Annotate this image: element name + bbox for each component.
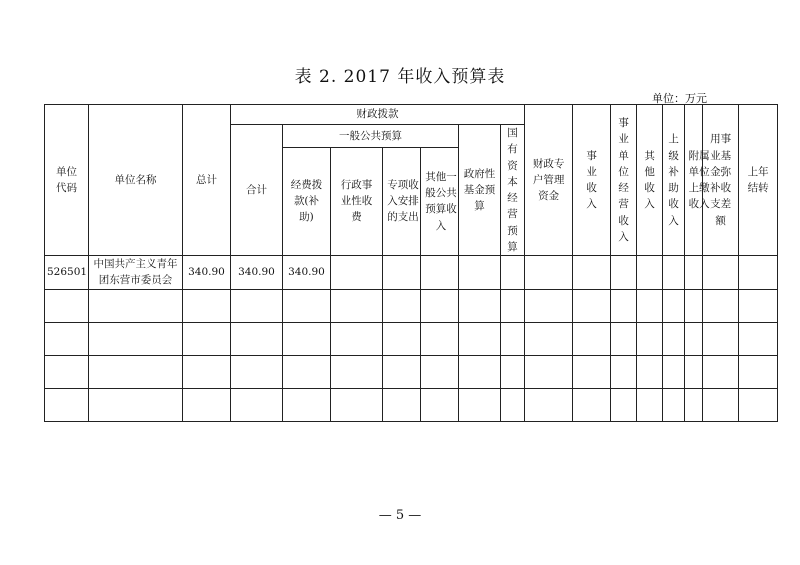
cell-empty xyxy=(331,256,383,290)
header-unit-name: 单位名称 xyxy=(89,105,183,256)
table-row xyxy=(45,256,778,290)
header-subtotal: 合计 xyxy=(231,125,283,256)
header-superior-subsidy: 上级补助收入 xyxy=(663,105,685,256)
page-number: — 5 — xyxy=(378,508,422,523)
cell-unit-name: 中国共产主义青年团东营市委员会 xyxy=(89,256,183,290)
header-enterprise-income: 事业单位经营收入 xyxy=(611,105,637,256)
header-fiscal-special: 财政专户管理资金 xyxy=(525,105,573,256)
header-admin-fees: 行政事业性收费 xyxy=(331,147,383,256)
header-affiliated-income: 附属单位上缴收入 xyxy=(685,105,703,256)
header-special-income: 专项收入安排的支出 xyxy=(383,147,421,256)
cell-empty xyxy=(383,256,421,290)
header-funding-allocation: 经费拨款(补助) xyxy=(283,147,331,256)
table-row xyxy=(45,322,778,355)
cell-empty xyxy=(573,256,611,290)
cell-empty xyxy=(637,256,663,290)
header-fund-compensation: 用事业基金弥补收支差额 xyxy=(703,105,739,256)
header-prev-carryover: 上年结转 xyxy=(739,105,778,256)
header-fiscal-allocation: 财政拨款 xyxy=(231,105,525,125)
header-row-1 xyxy=(45,105,778,125)
cell-empty xyxy=(611,256,637,290)
header-gov-fund: 政府性基金预算 xyxy=(459,125,501,256)
header-business-income: 事业收入 xyxy=(573,105,611,256)
cell-funding: 340.90 xyxy=(283,256,331,290)
cell-total: 340.90 xyxy=(183,256,231,290)
cell-empty xyxy=(525,256,573,290)
header-state-capital: 国有资本经营预算 xyxy=(501,125,525,256)
budget-table xyxy=(44,104,778,422)
header-total: 总计 xyxy=(183,105,231,256)
table-row xyxy=(45,289,778,322)
cell-unit-code: 526501 xyxy=(45,256,89,290)
cell-empty xyxy=(703,256,739,290)
table-row xyxy=(45,388,778,421)
header-other-income: 其他收入 xyxy=(637,105,663,256)
cell-empty xyxy=(501,256,525,290)
cell-empty xyxy=(663,256,685,290)
cell-subtotal: 340.90 xyxy=(231,256,283,290)
cell-empty xyxy=(685,256,703,290)
cell-empty xyxy=(421,256,459,290)
page-title: 表 2. 2017 年收入预算表 xyxy=(294,67,506,87)
cell-empty xyxy=(739,256,778,290)
cell-empty xyxy=(459,256,501,290)
header-unit-code: 单位代码 xyxy=(45,105,89,256)
header-general-budget: 一般公共预算 xyxy=(283,125,459,148)
header-other-general: 其他一般公共预算收入 xyxy=(421,147,459,256)
unit-label: 单位：万元 xyxy=(652,92,707,105)
table-row xyxy=(45,355,778,388)
